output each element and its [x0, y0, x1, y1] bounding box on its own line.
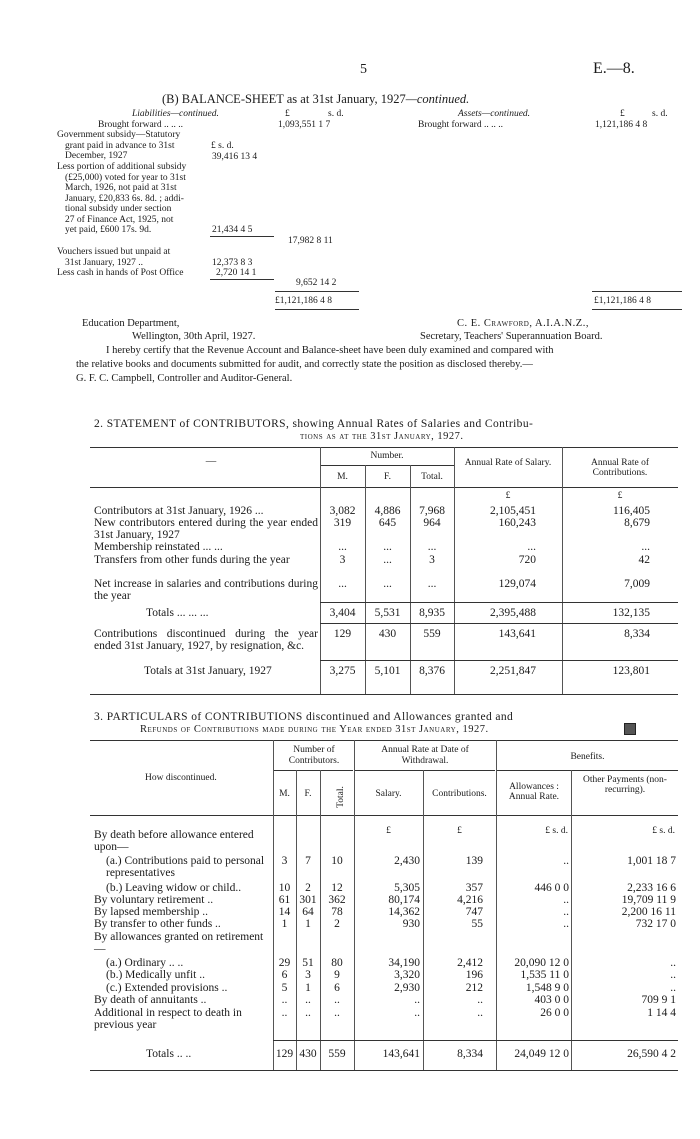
part-cell-f: 3 — [305, 969, 311, 981]
contrib-row-label: New contributors entered during the year ended 31st January, 1927 — [94, 517, 318, 541]
particulars-title-2: Refunds of Contributions made during the Year ended 31st January, 1927. — [140, 724, 489, 735]
contrib-head-contrib: Annual Rate of Contributions. — [590, 458, 650, 478]
less-cash-label: Less cash in hands of Post Office — [57, 268, 184, 278]
part-cell-other: 26,590 4 2 — [627, 1048, 676, 1060]
part-cell-allow: .. — [563, 894, 569, 906]
part-cell-con: 196 — [465, 969, 483, 981]
contrib-cell-t: 964 — [423, 517, 441, 529]
contrib-cell-m: 3,275 — [329, 665, 356, 677]
part-row-label: Totals .. .. — [146, 1048, 192, 1060]
less-cash-value: 2,720 14 1 — [216, 268, 257, 278]
contrib-vr-1 — [320, 447, 321, 694]
contrib-cell-sal: 2,105,451 — [490, 505, 536, 517]
part-cell-m: 10 — [278, 882, 291, 894]
part-cell-allow: 1,548 9 0 — [525, 982, 569, 994]
part-row-label: Additional in respect to death in previous year — [94, 1007, 242, 1031]
part-cell-con: 357 — [465, 882, 483, 894]
part-cell-sal: 5,305 — [394, 882, 420, 894]
part-cell-sal: 14,362 — [388, 906, 420, 918]
part-cell-sal: 2,930 — [394, 982, 420, 994]
part-cell-f: 51 — [302, 957, 314, 969]
part-benefits-rule — [497, 770, 678, 771]
contrib-head-dash: — — [205, 456, 217, 467]
contrib-cell-t: 7,968 — [419, 505, 445, 517]
contrib-cell-t: 3 — [429, 554, 435, 566]
contrib-head-total: Total. — [421, 472, 443, 482]
contrib-cell-m: 3,082 — [329, 505, 356, 517]
contrib-cell-t: 8,935 — [419, 607, 445, 619]
part-cell-t: 2 — [334, 918, 340, 930]
contrib-cell-sal: ... — [527, 541, 536, 553]
contrib-row-label: Contributors at 31st January, 1926 ... — [94, 505, 264, 517]
part-cell-f: 1 — [305, 918, 311, 930]
net-subsidy-value: 17,982 8 11 — [288, 236, 333, 246]
part-cell-other: .. — [670, 982, 676, 994]
document-code: E.—8. — [593, 60, 635, 77]
gov-subsidy-label: Government subsidy—Statutory grant paid in advance to 31st December, 1927 — [57, 130, 181, 161]
contrib-cell-t: ... — [427, 578, 437, 590]
contrib-total-rule — [320, 623, 678, 624]
contrib-cell-m: ... — [338, 541, 347, 553]
part-cell-t: .. — [334, 1007, 340, 1019]
part-cell-f: 7 — [305, 855, 311, 867]
part-cell-other: .. — [670, 969, 676, 981]
contrib-contrib-pound: £ — [617, 491, 623, 501]
auditor-certification: I hereby certify that the Revenue Account and Balance-sheet have been duly examined and compared with the relative books and documents submitted for audit, and correctly state the position as disclosed thereby.— G. F. C. Campbell, Controller and Auditor-General. — [76, 345, 554, 384]
vouchers-label: Vouchers issued but unpaid at 31st January, 1927 .. — [57, 247, 171, 268]
part-cell-sal: .. — [414, 994, 420, 1006]
part-cell-t: .. — [334, 994, 340, 1006]
contrib-head-m: M. — [337, 472, 348, 482]
contrib-total-rule — [320, 660, 678, 661]
part-cell-allow: 446 0 0 — [534, 882, 569, 894]
part-table-bottom — [90, 1070, 678, 1071]
contrib-row-label: Membership reinstated ... ... — [94, 541, 223, 553]
liab-currency-pound: £ — [285, 109, 290, 119]
part-head-how: How discontinued. — [145, 773, 217, 783]
contrib-head-salary: Annual Rate of Salary. — [464, 458, 552, 468]
part-head-contrib: Contributions. — [432, 789, 487, 799]
contrib-cell-sal: 720 — [518, 554, 536, 566]
part-cell-other: 2,200 16 11 — [621, 906, 676, 918]
contrib-cell-m: 3 — [339, 554, 346, 566]
part-cell-allow: 26 0 0 — [540, 1007, 569, 1019]
part-row-label: (a.) Contributions paid to personal representatives — [106, 855, 265, 879]
rule-cash — [210, 279, 274, 280]
part-head-bottom — [90, 815, 678, 816]
part-cell-t: 10 — [331, 855, 343, 867]
assets-brought-forward-value: 1,121,186 4 8 — [595, 120, 648, 130]
part-rate-rule — [355, 770, 495, 771]
part-cell-m: 6 — [281, 969, 288, 981]
contrib-cell-f: 5,101 — [374, 665, 401, 677]
contrib-cell-f: ... — [383, 578, 392, 590]
contrib-table-top — [90, 447, 678, 448]
contrib-cell-f: ... — [383, 554, 392, 566]
part-head-m: M. — [279, 789, 290, 799]
part-head-allow: Allowances : Annual Rate. — [508, 782, 560, 802]
contrib-cell-f: 430 — [378, 628, 397, 640]
part-cell-m: 3 — [281, 855, 288, 867]
assets-total: £1,121,186 4 8 — [594, 296, 651, 306]
contrib-total-rule — [320, 602, 678, 603]
part-head-rate: Annual Rate at Date of Withdrawal. — [381, 745, 469, 766]
part-cell-other: 1,001 18 7 — [627, 855, 676, 867]
contrib-cell-t: 559 — [423, 628, 441, 640]
part-head-benefits: Benefits. — [570, 752, 605, 762]
assets-currency-sd: s. d. — [652, 109, 668, 119]
part-cell-allow: 403 0 0 — [534, 994, 569, 1006]
contrib-row-label: Net increase in salaries and contributions during the year — [94, 578, 318, 602]
contrib-cell-con: 42 — [638, 554, 650, 566]
contrib-row-label: Totals ... ... ... — [146, 607, 209, 619]
part-row-label: By lapsed membership .. — [94, 906, 209, 918]
contrib-cell-con: 8,334 — [624, 628, 650, 640]
part-cell-t: 9 — [334, 969, 340, 981]
balance-sheet-title: (B) BALANCE-SHEET as at 31st January, 1927—continued. — [162, 92, 470, 106]
rule-liab-total-bottom — [275, 309, 359, 310]
part-cell-t: 12 — [331, 882, 343, 894]
contrib-cell-sal: 129,074 — [498, 578, 536, 590]
liab-brought-forward-value: 1,093,551 1 7 — [278, 120, 331, 130]
education-department: Education Department, — [82, 318, 180, 329]
part-cell-m: .. — [281, 994, 288, 1006]
part-cell-t: 80 — [331, 957, 343, 969]
contrib-cell-m: 3,404 — [329, 607, 356, 619]
contrib-cell-f: ... — [383, 541, 392, 553]
contrib-cell-con: 7,009 — [624, 578, 650, 590]
assets-brought-forward-label: Brought forward .. .. .. — [418, 120, 503, 130]
part-cell-con: 747 — [465, 906, 483, 918]
liab-brought-forward-label: Brought forward .. .. .. — [98, 120, 183, 130]
rule-subsidy — [210, 236, 274, 237]
part-cell-m: 5 — [281, 982, 288, 994]
gov-subsidy-value: 39,416 13 4 — [212, 152, 258, 162]
part-table-top — [90, 740, 678, 741]
part-cell-m: 61 — [278, 894, 291, 906]
part-cell-t: 362 — [328, 894, 346, 906]
part-cell-allow: .. — [563, 918, 569, 930]
part-cell-m: 29 — [278, 957, 291, 969]
less-portion-label: Less portion of additional subsidy (£25,000) voted for year to 31st March, 1926, not paid at 31st January, £20,833 6s. 8d. ; addi- tional subsidy under section 27 of Finance Act, 1925, not yet paid, £600 17s. 9d. — [57, 162, 187, 235]
signatory-title: Secretary, Teachers' Superannuation Board. — [420, 331, 603, 342]
part-cell-f: .. — [305, 1007, 311, 1019]
part-row-label: (a.) Ordinary .. .. — [106, 957, 184, 969]
rule-assets-total-bottom — [592, 309, 682, 310]
part-cell-other: .. — [670, 957, 676, 969]
contrib-salary-pound: £ — [505, 491, 511, 501]
liab-total: £1,121,186 4 8 — [275, 296, 332, 306]
contrib-cell-m: 129 — [333, 628, 352, 640]
contrib-cell-sal: 2,395,488 — [490, 607, 536, 619]
part-number-rule — [273, 770, 353, 771]
vouchers-value: 12,373 8 3 — [212, 258, 253, 268]
part-cell-sal: 2,430 — [394, 855, 420, 867]
part-cell-sal: .. — [414, 1007, 420, 1019]
contrib-cell-m: 319 — [333, 517, 352, 529]
assets-currency-pound: £ — [620, 109, 625, 119]
part-cell-t: 6 — [334, 982, 340, 994]
part-cell-f: 64 — [302, 906, 314, 918]
part-cell-con: .. — [477, 1007, 483, 1019]
contrib-vr-5 — [562, 447, 563, 694]
contrib-cell-con: 116,405 — [613, 505, 650, 517]
part-cell-con: 8,334 — [457, 1048, 483, 1060]
contrib-cell-sal: 143,641 — [498, 628, 536, 640]
part-row-label: By allowances granted on retirement— — [94, 931, 264, 955]
part-row-label: By voluntary retirement .. — [94, 894, 214, 906]
contrib-cell-t: ... — [427, 541, 437, 553]
part-cell-sal: 34,190 — [388, 957, 420, 969]
part-cell-f: 2 — [305, 882, 311, 894]
part-cell-t: 78 — [331, 906, 343, 918]
contrib-cell-con: 123,801 — [612, 665, 650, 677]
contrib-cell-f: 4,886 — [374, 505, 401, 517]
part-cell-f: 430 — [299, 1048, 317, 1060]
contrib-cell-f: 645 — [378, 517, 397, 529]
part-head-other: Other Payments (non-recurring). — [583, 775, 667, 795]
part-cell-other: 732 17 0 — [635, 918, 676, 930]
contrib-head-f: F. — [384, 472, 391, 482]
contrib-table-bottom — [90, 694, 678, 695]
net-cash-value: 9,652 14 2 — [296, 278, 337, 288]
contrib-cell-sal: 160,243 — [498, 517, 536, 529]
part-cell-sal: 143,641 — [382, 1048, 420, 1060]
part-cell-m: 129 — [275, 1048, 294, 1060]
less-portion-value: 21,434 4 5 — [212, 225, 253, 235]
part-head-f: F. — [304, 789, 312, 799]
part-total-rule — [273, 1040, 678, 1041]
part-row-label: (b.) Leaving widow or child.. — [106, 882, 242, 894]
assets-heading: Assets—continued. — [458, 109, 531, 119]
contrib-head-number: Number. — [370, 451, 404, 461]
part-cell-con: .. — [477, 994, 483, 1006]
part-cell-f: .. — [305, 994, 311, 1006]
part-row-label: (c.) Extended provisions .. — [106, 982, 228, 994]
part-head-total: Total. — [335, 786, 346, 808]
contrib-row-label: Totals at 31st January, 1927 — [144, 665, 272, 677]
contrib-row-label: Contributions discontinued during the year ended 31st January, 1927, by resignation, &c. — [94, 628, 318, 652]
part-head-salary: Salary. — [375, 789, 402, 799]
rule-assets-total-top — [592, 291, 682, 292]
part-cell-con: 55 — [471, 918, 483, 930]
part-cell-allow: .. — [563, 855, 569, 867]
part-salary-pound: £ — [386, 826, 391, 836]
contrib-head-bottom — [90, 487, 678, 488]
part-contrib-pound: £ — [457, 826, 462, 836]
contrib-cell-sal: 2,251,847 — [490, 665, 536, 677]
part-cell-con: 4,216 — [457, 894, 483, 906]
contrib-vr-4 — [454, 447, 455, 694]
part-cell-m: .. — [281, 1007, 288, 1019]
signatory-name: C. E. Crawford, A.I.A.N.Z., — [457, 318, 589, 329]
part-cell-allow: .. — [563, 906, 569, 918]
contributors-title-2: tions as at the 31st January, 1927. — [300, 431, 464, 442]
part-cell-allow: 1,535 11 0 — [520, 969, 569, 981]
part-cell-m: 1 — [281, 918, 288, 930]
contributors-title-1: 2. STATEMENT of CONTRIBUTORS, showing Annual Rates of Salaries and Contribu- — [94, 418, 534, 430]
contrib-cell-con: ... — [641, 541, 650, 553]
part-cell-other: 1 14 4 — [647, 1007, 676, 1019]
place-date: Wellington, 30th April, 1927. — [132, 331, 256, 342]
part-cell-sal: 3,320 — [394, 969, 420, 981]
part-cell-sal: 80,174 — [388, 894, 420, 906]
part-row-label: By death before allowance entered upon— — [94, 829, 254, 853]
part-cell-t: 559 — [328, 1048, 346, 1060]
contrib-cell-con: 8,679 — [624, 517, 650, 529]
part-cell-other: 2,233 16 6 — [627, 882, 676, 894]
gov-subsidy-currency: £ s. d. — [211, 141, 234, 151]
contrib-cell-t: 8,376 — [419, 665, 445, 677]
contrib-row-label: Transfers from other funds during the year — [94, 554, 290, 566]
liabilities-heading: Liabilities—continued. — [132, 109, 219, 119]
contrib-cell-con: 132,135 — [612, 607, 650, 619]
part-cell-other: 19,709 11 9 — [621, 894, 676, 906]
liab-currency-sd: s. d. — [328, 109, 344, 119]
stamp-mark — [624, 723, 636, 735]
part-cell-con: 139 — [465, 855, 483, 867]
part-cell-other: 709 9 1 — [641, 994, 676, 1006]
part-row-label: (b.) Medically unfit .. — [106, 969, 206, 981]
page-number: 5 — [360, 62, 367, 77]
part-cell-sal: 930 — [402, 918, 420, 930]
part-cell-con: 212 — [465, 982, 483, 994]
part-cell-con: 2,412 — [457, 957, 483, 969]
part-cell-allow: 20,090 12 0 — [514, 957, 569, 969]
part-allow-lsd: £ s. d. — [545, 826, 568, 836]
contrib-cell-m: ... — [338, 578, 347, 590]
part-row-label: By transfer to other funds .. — [94, 918, 221, 930]
part-cell-f: 301 — [299, 894, 317, 906]
contrib-number-rule — [320, 465, 454, 466]
part-cell-f: 1 — [305, 982, 311, 994]
contrib-cell-f: 5,531 — [374, 607, 401, 619]
part-row-label: By death of annuitants .. — [94, 994, 207, 1006]
part-cell-allow: 24,049 12 0 — [514, 1048, 569, 1060]
part-head-number: Number of Contributors. — [288, 745, 340, 766]
part-other-lsd: £ s. d. — [652, 826, 675, 836]
particulars-title-1: 3. PARTICULARS of CONTRIBUTIONS discontinued and Allowances granted and — [94, 711, 514, 723]
part-cell-m: 14 — [278, 906, 291, 918]
rule-liab-total-top — [275, 291, 359, 292]
